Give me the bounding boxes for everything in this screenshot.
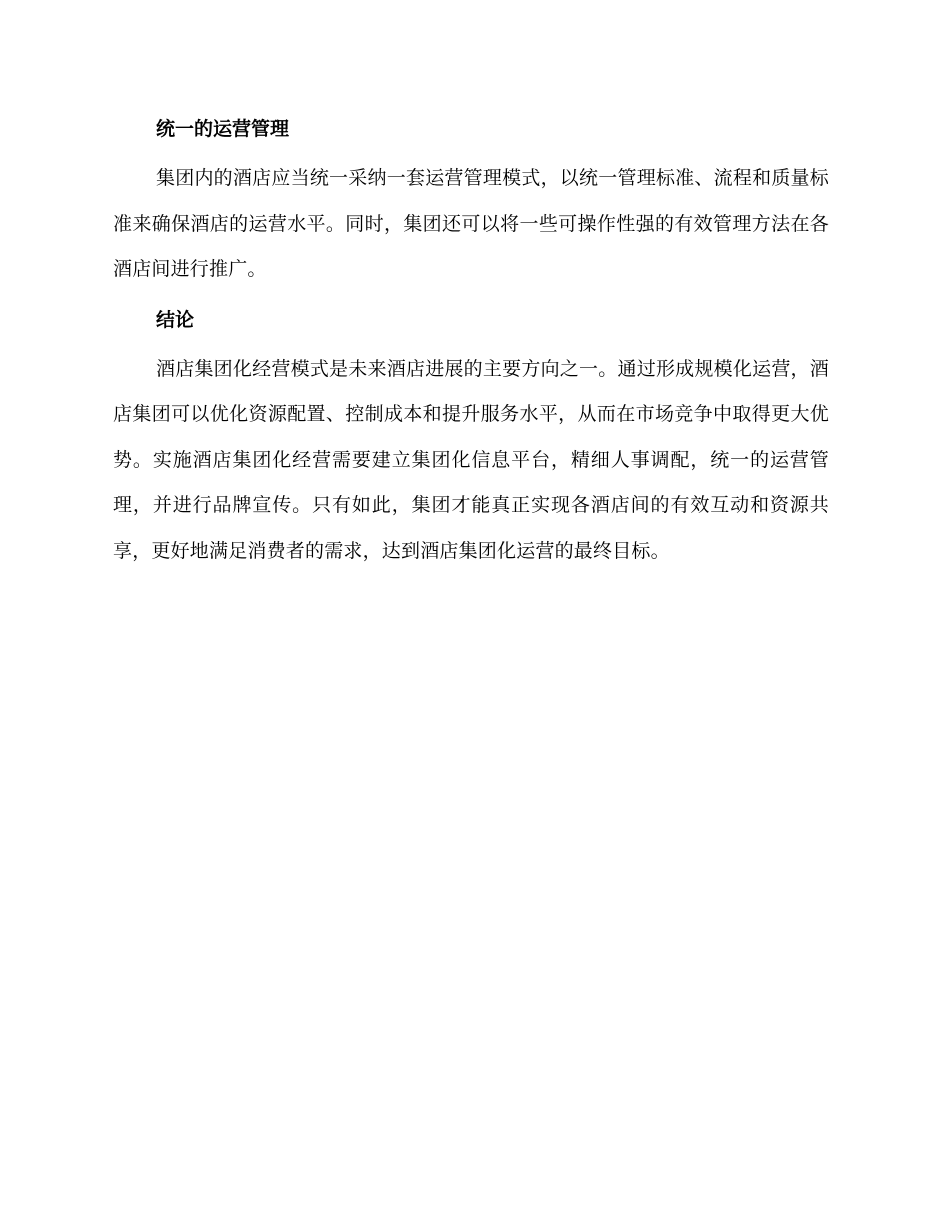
document-body [113, 108, 829, 580]
section-paragraph-conclusion: 酒店集团化经营模式是未来酒店进展的主要方向之一。通过形成规模化运营，酒店集团可以优化资源配置、控制成本和提升服务水平，从而在市场竞争中取得更大优势。实施酒店集团化经营需要建立集团化信息平台，精细人事调配，统一的运营管理，并进行品牌宣传。只有如此，集团才能真正实现各酒店间的有效互动和资源共享，更好地满足消费者的需求，达到酒店集团化运营的最终目标。 [113, 357, 829, 562]
section-paragraph-unified-operations: 集团内的酒店应当统一采纳一套运营管理模式，以统一管理标准、流程和质量标准来确保酒店的运营水平。同时，集团还可以将一些可操作性强的有效管理方法在各酒店间进行推广。 [113, 167, 829, 280]
section-heading-conclusion: 结论 [156, 308, 195, 331]
section-heading-unified-operations: 统一的运营管理 [156, 118, 290, 140]
